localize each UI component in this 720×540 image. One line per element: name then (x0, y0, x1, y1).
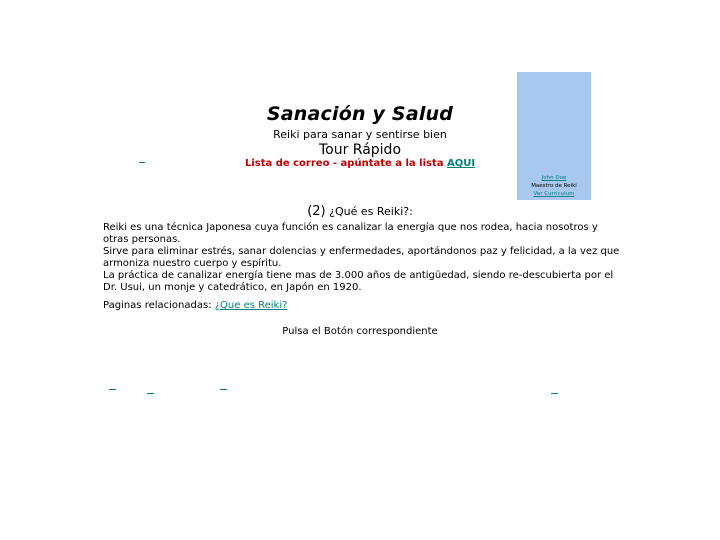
nav-button-1[interactable] (109, 389, 116, 390)
author-block (517, 174, 591, 198)
body-paragraph: Reiki es una técnica Japonesa cuya función es canalizar la energía que nos rodea, hacia nosotros y otras personas. (103, 222, 598, 245)
section-heading-text: ¿Qué es Reiki?: (325, 205, 413, 218)
mailing-list-text: Lista de correo - apúntate a la lista (244, 158, 447, 169)
section-heading (0, 204, 720, 219)
nav-button-2[interactable] (147, 393, 154, 394)
mailing-list-link[interactable]: AQUI (446, 158, 476, 169)
related-pages-label: Paginas relacionadas: (103, 300, 215, 311)
page-subtitle: Reiki para sanar y sentirse bien (273, 128, 447, 141)
tour-label: Tour Rápido (318, 142, 402, 158)
related-page-link[interactable]: ¿Que es Reiki? (214, 300, 288, 311)
nav-button-3[interactable] (220, 389, 227, 390)
author-site-link[interactable]: Ver Curriculum (533, 191, 575, 197)
body-paragraph: Sirve para eliminar estrés, sanar dolencias y enfermedades, aportándonos paz y felicidad, a la vez que armoniza nuestro cuerpo y espíritu. (103, 246, 620, 269)
page-title: Sanación y Salud (266, 103, 454, 125)
nav-button-4[interactable] (551, 393, 558, 394)
section-number: (2) (307, 204, 326, 219)
related-pages (103, 300, 287, 311)
body-text (103, 222, 623, 294)
author-name-link[interactable]: John Doe (541, 175, 567, 181)
mailing-list-notice (0, 158, 720, 169)
left-nav-link[interactable] (139, 162, 145, 163)
press-button-instruction: Pulsa el Botón correspondiente (282, 326, 438, 337)
author-role: Maestro de Reiki (531, 183, 577, 189)
body-paragraph: La práctica de canalizar energía tiene mas de 3.000 años de antigüedad, siendo re-descubierta por el Dr. Usui, un monje y catedrático, en Japón en 1920. (103, 270, 614, 293)
